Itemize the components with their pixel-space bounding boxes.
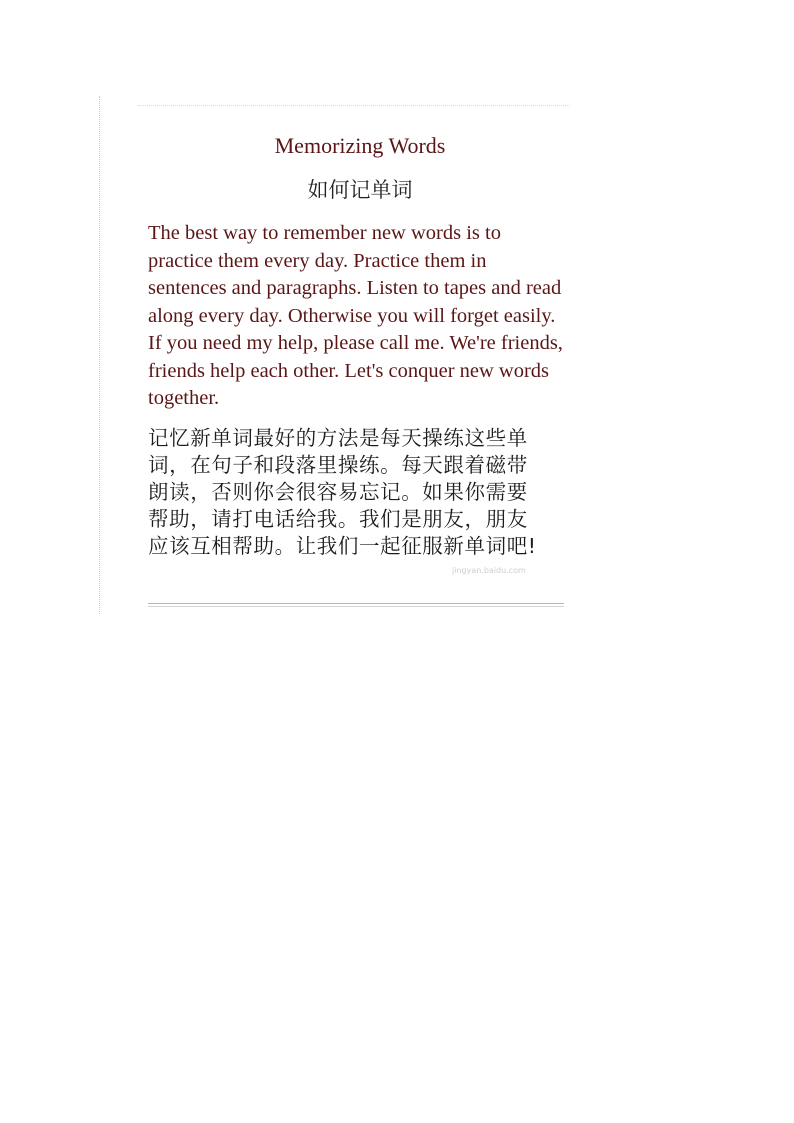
document-body — [148, 128, 570, 560]
paragraph-english: The best way to remember new words is to practice them every day. Practice them in sentences and paragraphs. Listen to tapes and read along every day. Otherwise you will forget easily. If you need my help, please call me. We're friends, friends help each other. Let's conquer new words together. — [148, 222, 563, 409]
page-margin-guide — [99, 96, 100, 614]
paragraph-chinese: 记忆新单词最好的方法是每天操练这些单词，在句子和段落里操练。每天跟着磁带朗读，否则你会很容易忘记。如果你需要帮助，请打电话给我。我们是朋友，朋友应该互相帮助。让我们一起征服新单词吧! — [148, 425, 537, 558]
top-divider — [138, 105, 570, 106]
title-english: Memorizing Words — [274, 133, 446, 158]
bottom-divider — [148, 603, 564, 607]
title-chinese: 如何记单词 — [307, 178, 413, 202]
watermark: jingyan.baidu.com — [452, 566, 526, 575]
